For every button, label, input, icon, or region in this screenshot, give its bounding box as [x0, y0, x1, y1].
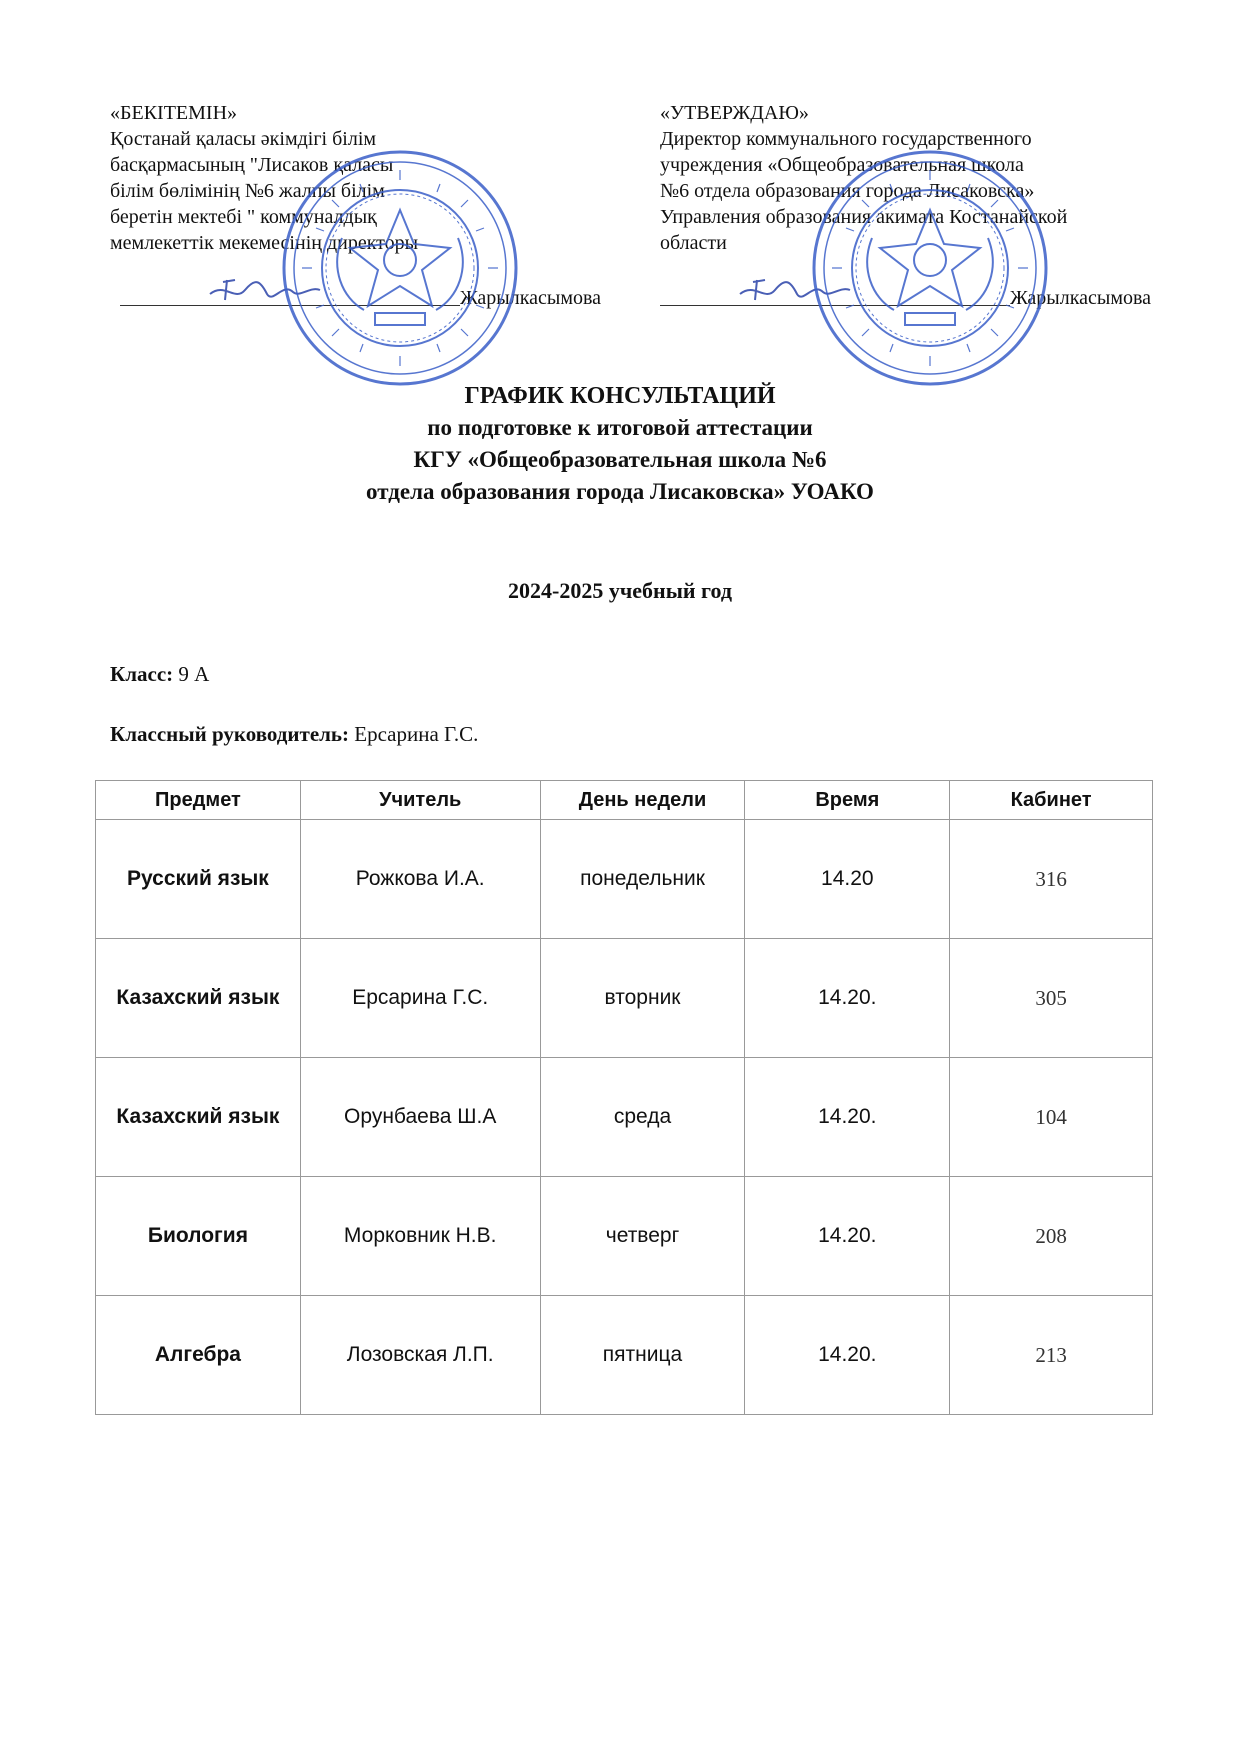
approval-right-line: №6 отдела образования города Лисаковска»	[660, 180, 1035, 202]
teacher-cell: Рожкова И.А.	[300, 820, 540, 939]
room-cell: 213	[950, 1296, 1153, 1415]
document-title	[0, 380, 1240, 508]
class-value: 9 А	[178, 662, 210, 686]
table-row	[96, 820, 1153, 939]
approval-left-line: Қостанай қаласы әкімдігі білім	[110, 128, 377, 150]
header-subject: Предмет	[96, 781, 301, 820]
room-cell: 104	[950, 1058, 1153, 1177]
subject-cell: Биология	[96, 1177, 301, 1296]
table-row	[96, 1177, 1153, 1296]
approval-right-line: области	[660, 232, 727, 254]
weekday-cell: четверг	[540, 1177, 745, 1296]
weekday-cell: вторник	[540, 939, 745, 1058]
subject-cell: Казахский язык	[96, 1058, 301, 1177]
room-cell: 208	[950, 1177, 1153, 1296]
consultation-schedule-table	[95, 780, 1153, 1415]
weekday-cell: пятница	[540, 1296, 745, 1415]
signatory-name: Жарылкасымова	[1010, 287, 1152, 309]
time-cell: 14.20.	[745, 1177, 950, 1296]
subject-cell: Русский язык	[96, 820, 301, 939]
header-teacher: Учитель	[300, 781, 540, 820]
class-teacher-info	[110, 722, 478, 747]
title-line-3: КГУ «Общеобразовательная школа №6	[413, 447, 827, 472]
approval-left-line: білім бөлімінің №6 жалпы білім	[110, 180, 385, 202]
time-cell: 14.20	[745, 820, 950, 939]
subject-cell: Казахский язык	[96, 939, 301, 1058]
header-weekday: День недели	[540, 781, 745, 820]
header-room: Кабинет	[950, 781, 1153, 820]
time-cell: 14.20.	[745, 939, 950, 1058]
class-teacher-value: Ерсарина Г.С.	[354, 722, 479, 746]
title-line-1: ГРАФИК КОНСУЛЬТАЦИЙ	[464, 383, 776, 409]
approval-right-line: учреждения «Общеобразовательная школа	[660, 154, 1024, 176]
class-label: Класс:	[110, 662, 174, 686]
teacher-cell: Лозовская Л.П.	[300, 1296, 540, 1415]
approval-left-line: беретін мектебі " коммуналдық	[110, 206, 377, 228]
title-line-2: по подготовке к итоговой аттестации	[427, 415, 813, 440]
room-cell: 316	[950, 820, 1153, 939]
official-seal-left	[280, 148, 520, 388]
weekday-cell: понедельник	[540, 820, 745, 939]
table-header-row	[96, 781, 1153, 820]
header-time: Время	[745, 781, 950, 820]
title-line-4: отдела образования города Лисаковска» УОАКО	[366, 479, 874, 504]
time-cell: 14.20.	[745, 1296, 950, 1415]
subject-cell: Алгебра	[96, 1296, 301, 1415]
approval-left-line: «БЕКІТЕМІН»	[110, 102, 238, 124]
official-seal-right	[810, 148, 1050, 388]
room-cell: 305	[950, 939, 1153, 1058]
weekday-cell: среда	[540, 1058, 745, 1177]
approval-right-line: Директор коммунального государственного	[660, 128, 1032, 150]
time-cell: 14.20.	[745, 1058, 950, 1177]
table-row	[96, 939, 1153, 1058]
approval-left-line: мемлекеттік мекемесінің директоры	[110, 232, 419, 254]
class-teacher-label: Классный руководитель:	[110, 722, 350, 746]
class-info	[110, 662, 209, 687]
approval-left-line: басқармасының "Лисаков қаласы	[110, 154, 394, 176]
approval-right-line: Управления образования акимата Костанайской	[660, 206, 1068, 228]
table-row	[96, 1296, 1153, 1415]
teacher-cell: Ерсарина Г.С.	[300, 939, 540, 1058]
teacher-cell: Морковник Н.В.	[300, 1177, 540, 1296]
teacher-cell: Орунбаева Ш.А	[300, 1058, 540, 1177]
signatory-name: Жарылкасымова	[460, 287, 602, 309]
academic-year: 2024-2025 учебный год	[508, 578, 732, 603]
approval-right-line: «УТВЕРЖДАЮ»	[660, 102, 809, 124]
table-row	[96, 1058, 1153, 1177]
